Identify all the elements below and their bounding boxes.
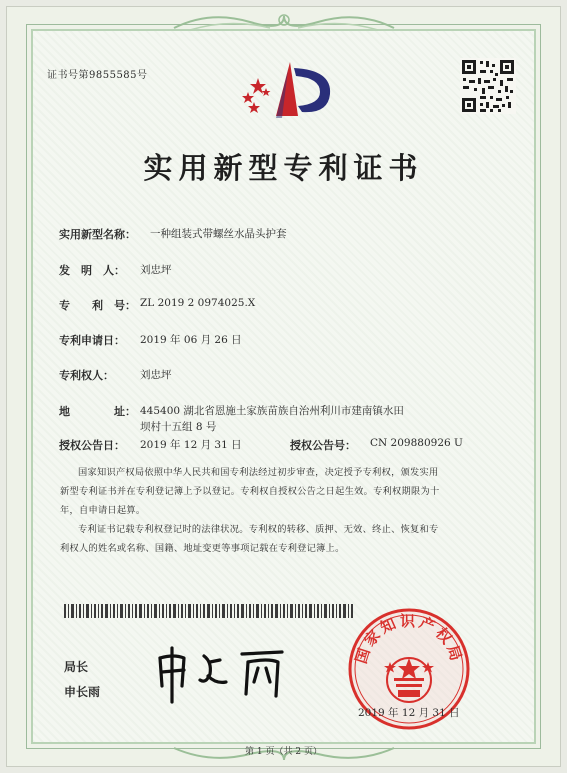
- address-label: 地 址：: [59, 405, 136, 418]
- patent-number-label: 专 利 号：: [59, 299, 136, 312]
- page-footer: 第 1 页（共 2 页）: [245, 747, 322, 757]
- certificate-title: 实用新型专利证书: [143, 151, 424, 185]
- patentee-value: 刘忠坪: [140, 369, 172, 381]
- paragraph-line: 新型专利证书并在专利登记簿上予以登记。专利权自授权公告之日起生效。专利权期限为十: [60, 486, 440, 497]
- seal-date: 2019 年 12 月 31 日: [358, 707, 460, 719]
- paragraph-line: 年，自申请日起算。: [60, 505, 146, 516]
- utility-model-name-label: 实用新型名称：: [59, 228, 136, 241]
- qr-code-icon: [460, 58, 516, 114]
- utility-model-name-value: 一种组装式带螺丝水晶头护套: [150, 228, 287, 240]
- paragraph-line: 专利证书记载专利权登记时的法律状况。专利权的转移、质押、无效、终止、恢复和专: [78, 524, 439, 535]
- inventor-label: 发 明 人：: [59, 264, 125, 277]
- director-name: 申长雨: [64, 685, 101, 699]
- grant-number-value: CN 209880926 U: [370, 437, 463, 449]
- address-line-2: 坝村十五组 8 号: [140, 421, 217, 433]
- inventor-value: 刘忠坪: [140, 264, 172, 276]
- filing-date-label: 专利申请日：: [59, 334, 125, 347]
- grant-date-value: 2019 年 12 月 31 日: [140, 439, 242, 451]
- paragraph-grant: [60, 463, 520, 520]
- paragraph-line: 利权人的姓名或名称、国籍、地址变更等事项记载在专利登记簿上。: [60, 543, 345, 554]
- paragraph-line: 国家知识产权局依照中华人民共和国专利法经过初步审查，决定授予专利权，颁发实用: [78, 467, 439, 478]
- paragraph-legal-status: [60, 520, 520, 558]
- grant-number-label: 授权公告号：: [290, 439, 356, 452]
- handwritten-signature-icon: [150, 640, 290, 706]
- top-ornament: [170, 8, 398, 34]
- director-role-label: 局长: [64, 660, 89, 674]
- grant-date-label: 授权公告日：: [59, 439, 125, 452]
- seal-text: 国家知识产权局: [351, 612, 467, 666]
- patentee-label: 专利权人：: [59, 369, 114, 382]
- filing-date-value: 2019 年 06 月 26 日: [140, 334, 242, 346]
- cnipa-logo-icon: [232, 60, 336, 136]
- patent-number-value: ZL 2019 2 0974025.X: [140, 297, 256, 309]
- address-line-1: 445400 湖北省恩施土家族苗族自治州利川市建南镇水田: [140, 405, 404, 417]
- barcode-icon: [64, 604, 354, 618]
- certificate-number: 证书号第9855585号: [47, 70, 148, 81]
